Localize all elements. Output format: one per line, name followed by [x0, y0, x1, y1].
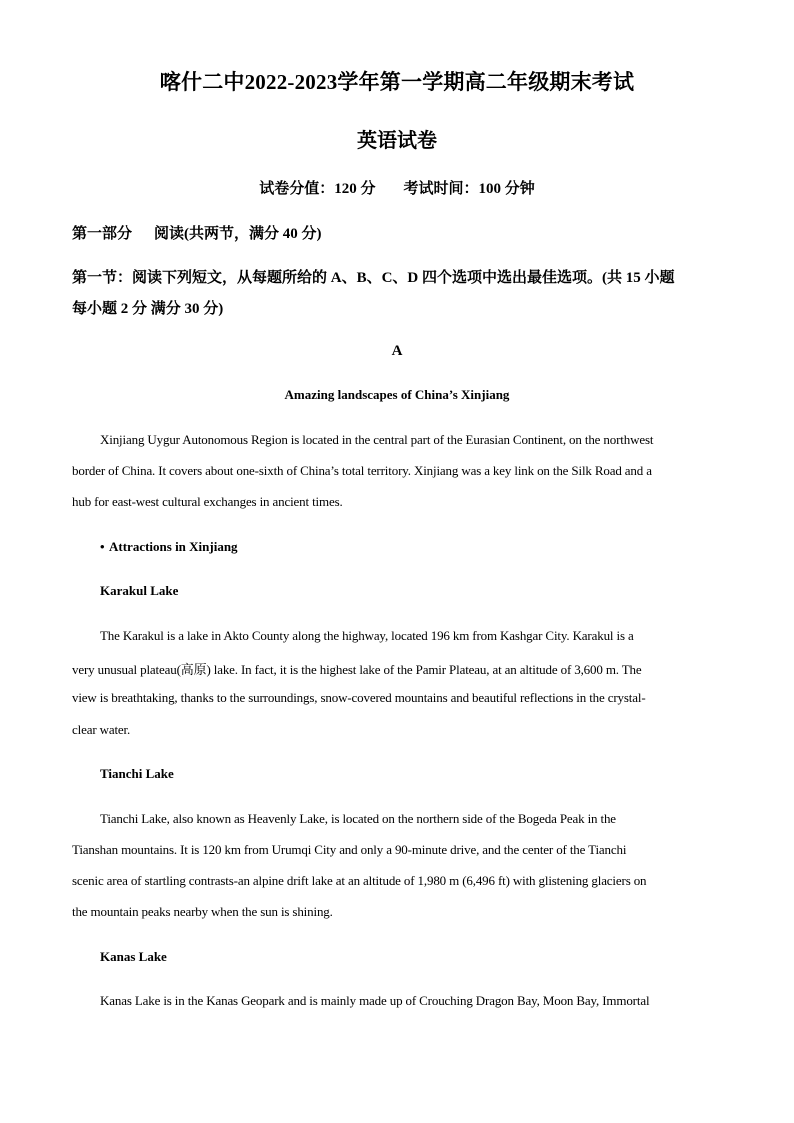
intro-line: border of China. It covers about one-sixth of China’s total territory. Xinjiang was a key link on the Silk Road and a	[72, 463, 652, 478]
passage-title: Amazing landscapes of China’s Xinjiang	[284, 387, 510, 402]
section-instruction-line-2: 每小题 2 分 满分 30 分)	[72, 301, 224, 317]
tianchi-line: Tianchi Lake, also known as Heavenly Lake, is located on the northern side of the Bogeda Peak in the	[100, 811, 616, 826]
part-label: 第一部分	[72, 226, 133, 242]
karakul-heading: Karakul Lake	[100, 583, 179, 598]
karakul-line: view is breathtaking, thanks to the surroundings, snow-covered mountains and beautiful reflections in the crystal-	[72, 690, 646, 705]
exam-meta	[0, 177, 794, 198]
section-instruction-line-1: 第一节：阅读下列短文，从每题所给的 A、B、C、D 四个选项中选出最佳选项。(共 15 小题	[72, 270, 675, 286]
part-title: 阅读(共两节，满分 40 分)	[154, 226, 322, 242]
kanas-heading: Kanas Lake	[100, 949, 167, 964]
exam-subject: 英语试卷	[357, 130, 437, 152]
exam-score: 试卷分值：120 分	[259, 181, 376, 197]
karakul-line: very unusual plateau(高原) lake. In fact, it is the highest lake of the Pamir Plateau, at an altitude of 3,600 m. The	[72, 662, 642, 677]
exam-time: 考试时间：100 分钟	[403, 181, 535, 197]
attractions-heading	[100, 539, 238, 555]
karakul-line: clear water.	[72, 722, 131, 737]
intro-line: Xinjiang Uygur Autonomous Region is located in the central part of the Eurasian Continent, on the northwest	[100, 432, 654, 447]
exam-title: 喀什二中2022-2023学年第一学期高二年级期末考试	[159, 70, 635, 94]
karakul-line: The Karakul is a lake in Akto County along the highway, located 196 km from Kashgar City. Karakul is a	[100, 628, 634, 643]
tianchi-line: scenic area of startling contrasts-an alpine drift lake at an altitude of 1,980 m (6,496 ft) with glistening glaciers on	[72, 873, 647, 888]
bullet-icon: •	[100, 539, 105, 554]
tianchi-line: Tianshan mountains. It is 120 km from Urumqi City and only a 90-minute drive, and the center of the Tianchi	[72, 842, 627, 857]
tianchi-line: the mountain peaks nearby when the sun is shining.	[72, 904, 333, 919]
kanas-line: Kanas Lake is in the Kanas Geopark and is mainly made up of Crouching Dragon Bay, Moon Bay, Immortal	[100, 993, 650, 1008]
tianchi-heading: Tianchi Lake	[100, 766, 174, 781]
intro-line: hub for east-west cultural exchanges in ancient times.	[72, 494, 343, 509]
attractions-heading-text: Attractions in Xinjiang	[109, 539, 238, 554]
part-heading	[72, 222, 322, 243]
passage-letter: A	[391, 343, 403, 359]
